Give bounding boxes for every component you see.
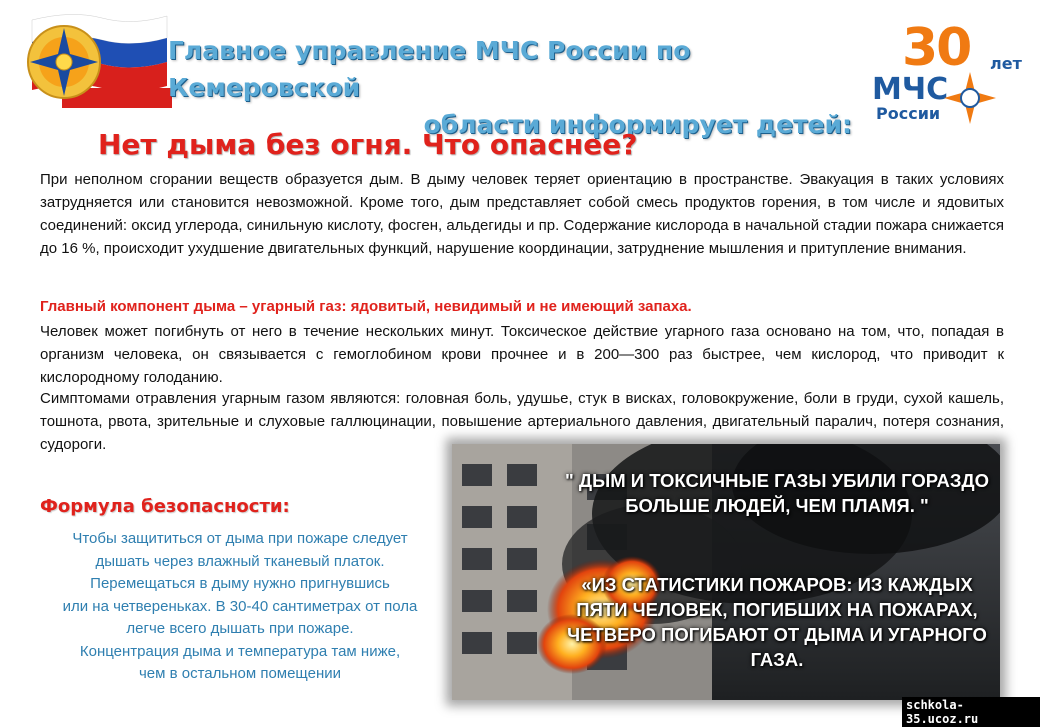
badge-country: России: [876, 104, 941, 123]
paragraph-symptoms: Симптомами отравления угарным газом являются: головная боль, удушье, стук в висках, головокружение, боли в груди, сухой кашель, тошнота, рвота, зрительные и слуховые галлюцинации, повышение артериального давления, двигательный паралич, потеря сознания, судороги.: [40, 390, 1004, 453]
formula-line: легче всего дышать при пожаре.: [126, 620, 354, 637]
formula-line: Концентрация дыма и температура там ниже,: [79, 642, 401, 660]
header-title-line1: Главное управление МЧС России по Кемеровской: [168, 36, 691, 102]
badge-org: МЧС: [872, 72, 949, 107]
formula-text: [40, 528, 440, 686]
mchs-30-badge: [872, 18, 1022, 122]
formula-heading: Формула безопасности:: [40, 496, 290, 517]
badge-number: 30: [902, 18, 971, 78]
formula-line: или на четвереньках. В 30-40 сантиметрах от пола: [62, 597, 418, 615]
formula-line: дышать через влажный тканевый платок.: [95, 552, 385, 570]
paragraph-toxic-action: Человек может погибнуть от него в течение нескольких минут. Токсическое действие угарного газа основано на том, что, попадая в организм человека, он связывается с гемоглобином крови прочнее и в 200—300 раз быстрее, чем кислород, что приводит к кислородному голоданию.: [40, 323, 1004, 386]
header-title-line2: области информирует детей:: [423, 110, 852, 139]
formula-line: чем в остальном помещении: [138, 665, 341, 682]
quote-fire-statistics: «ИЗ СТАТИСТИКИ ПОЖАРОВ: ИЗ КАЖДЫХ ПЯТИ ЧЕЛОВЕК, ПОГИБШИХ НА ПОЖАРАХ, ЧЕТВЕРО ПОГИБАЮТ ОТ ДЫМА И УГАРНОГО ГАЗА.: [567, 574, 987, 670]
mchs-emblem: [22, 10, 172, 110]
site-watermark: schkola-35.ucoz.ru: [902, 697, 1040, 727]
highlight-carbon-monoxide: Главный компонент дыма – угарный газ: ядовитый, невидимый и не имеющий запаха.: [40, 298, 692, 315]
header-title: [160, 32, 860, 143]
star-emblem-icon: [942, 70, 998, 126]
formula-line: Чтобы защититься от дыма при пожаре следует: [72, 530, 408, 547]
badge-suffix: лет: [990, 54, 1022, 73]
quote-smoke-kills: " ДЫМ И ТОКСИЧНЫЕ ГАЗЫ УБИЛИ ГОРАЗДО БОЛЬШЕ ЛЮДЕЙ, ЧЕМ ПЛАМЯ. ": [565, 470, 989, 516]
formula-line: Перемещаться в дыму нужно пригнувшись: [90, 575, 390, 592]
main-heading: Нет дыма без огня. Что опаснее?: [98, 128, 638, 161]
burning-building-photo: [452, 444, 1000, 700]
paragraph-smoke: При неполном сгорании веществ образуется дым. В дыму человек теряет ориентацию в пространстве. Эвакуация в таких условиях затрудняется или становится невозможной. Кроме того, дым представляет собой смесь продуктов горения, в том числе и ядовитых соединений: оксид углерода, синильную кислоту, фосген, альдегиды и пр. Содержание кислорода в начальной стадии пожара снижается до 16 %, происходит ухудшение двигательных функций, нарушение координации, затруднение мышления и притупление внимания.: [40, 171, 1004, 257]
